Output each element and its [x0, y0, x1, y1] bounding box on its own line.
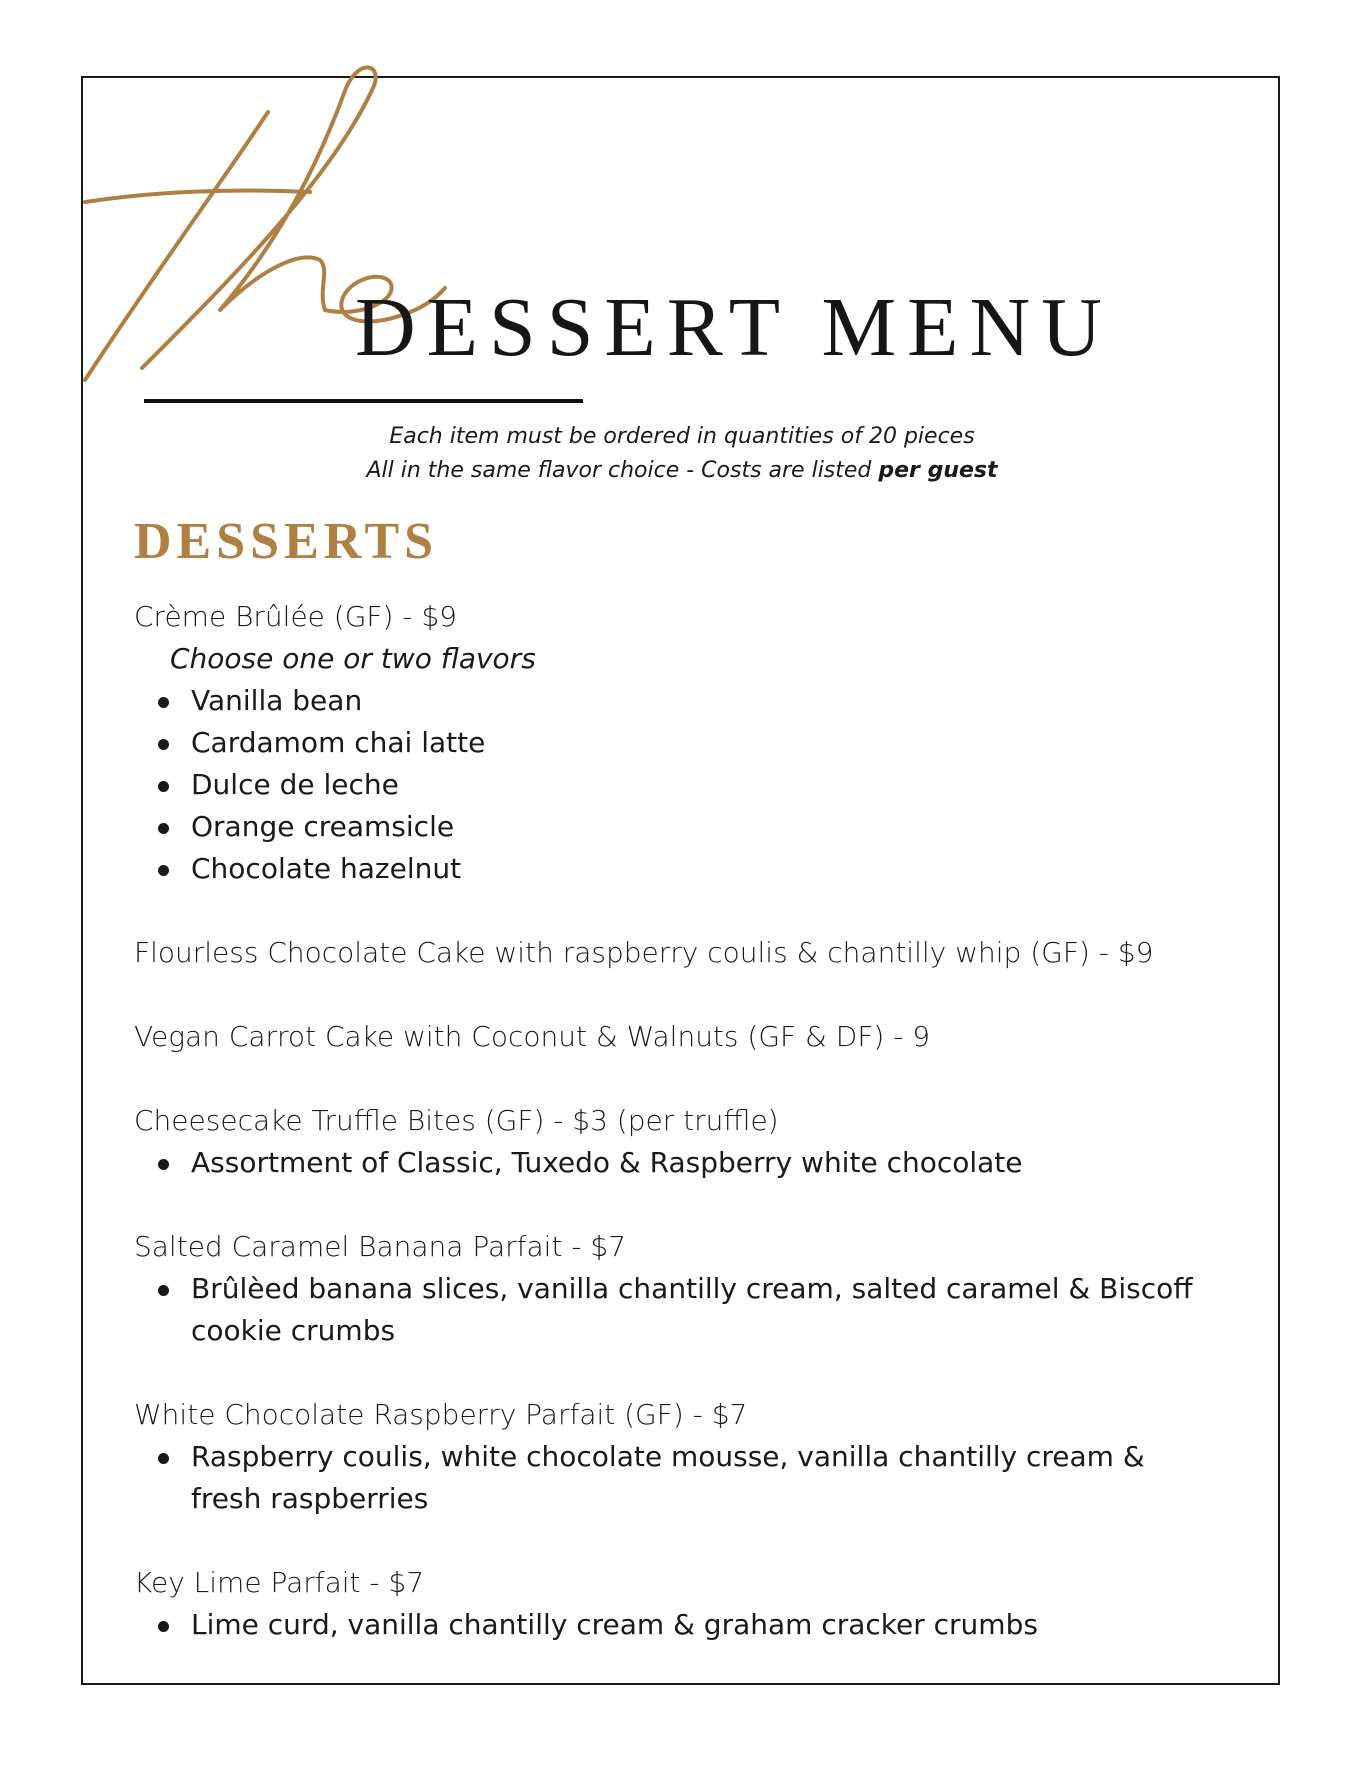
list-item — [134, 764, 1254, 806]
list-item-text: Raspberry coulis, white chocolate mousse, vanilla chantilly cream & fresh raspberries — [191, 1440, 1145, 1515]
ordering-note-text: All in the same flavor choice - Costs are listed — [366, 458, 879, 483]
list-item-text: Brûlèed banana slices, vanilla chantilly cream, salted caramel & Biscoff cookie crumbs — [191, 1272, 1193, 1347]
dessert-details — [134, 1268, 1254, 1352]
list-item — [134, 680, 1254, 722]
ordering-note-line-2 — [0, 460, 1364, 482]
dessert-list — [134, 596, 1254, 1688]
dessert-details — [134, 680, 1254, 890]
dessert-name: Flourless Chocolate Cake with raspberry coulis & chantilly whip (GF) - $9 — [134, 936, 1154, 969]
list-item — [134, 806, 1254, 848]
dessert-item — [134, 1226, 1254, 1352]
dessert-name: Crème Brûlée (GF) - $9 — [134, 600, 457, 633]
dessert-name: Salted Caramel Banana Parfait - $7 — [134, 1230, 626, 1263]
list-item — [134, 1436, 1254, 1520]
dessert-name: Key Lime Parfait - $7 — [134, 1566, 425, 1599]
dessert-name: Vegan Carrot Cake with Coconut & Walnuts (GF & DF) - 9 — [134, 1020, 931, 1053]
list-item-text: Vanilla bean — [191, 684, 363, 717]
ordering-note-emphasis: per guest — [878, 458, 998, 483]
list-item-text: Cardamom chai latte — [191, 726, 486, 759]
list-item — [134, 1142, 1254, 1184]
dessert-details — [134, 1436, 1254, 1520]
dessert-item — [134, 1100, 1254, 1184]
section-heading-desserts: DESSERTS — [134, 513, 439, 570]
script-the-text: the — [30, 60, 32, 61]
list-item-text: Lime curd, vanilla chantilly cream & graham cracker crumbs — [191, 1608, 1038, 1641]
list-item — [134, 1604, 1254, 1646]
dessert-details — [134, 1604, 1254, 1646]
dessert-item — [134, 1016, 1254, 1058]
ordering-note-line-1: Each item must be ordered in quantities of 20 pieces — [389, 424, 975, 449]
list-item — [134, 1268, 1254, 1352]
list-item-text: Orange creamsicle — [191, 810, 455, 843]
list-item-text: Chocolate hazelnut — [191, 852, 462, 885]
list-item-text: Dulce de leche — [191, 768, 399, 801]
title-underline — [144, 399, 583, 403]
dessert-subtitle: Choose one or two flavors — [170, 642, 536, 675]
dessert-item — [134, 596, 1254, 890]
list-item — [134, 848, 1254, 890]
dessert-item — [134, 1394, 1254, 1520]
menu-title: DESSERT MENU — [355, 281, 1113, 374]
dessert-details — [134, 1142, 1254, 1184]
dessert-item — [134, 1562, 1254, 1646]
list-item-text: Assortment of Classic, Tuxedo & Raspberry white chocolate — [191, 1146, 1023, 1179]
dessert-name: Cheesecake Truffle Bites (GF) - $3 (per truffle) — [134, 1104, 779, 1137]
dessert-name: White Chocolate Raspberry Parfait (GF) - $7 — [134, 1398, 748, 1431]
dessert-item — [134, 932, 1254, 974]
list-item — [134, 722, 1254, 764]
